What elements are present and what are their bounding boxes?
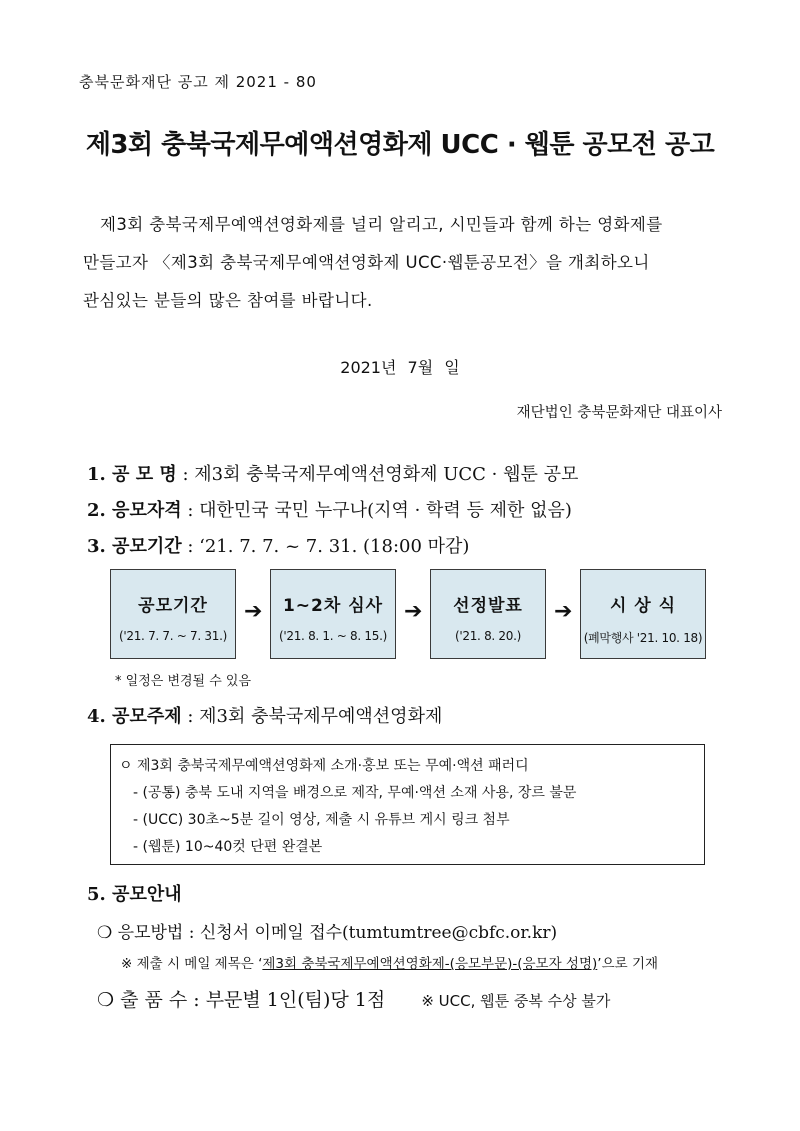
section-eligibility: [87, 496, 572, 522]
step-title: 시 상 식: [609, 596, 677, 616]
entries-text: ❍ 출 품 수 : 부문별 1인(팀)당 1점: [97, 989, 386, 1011]
arrow-right-icon: ➔: [554, 599, 573, 624]
section-value: : 제3회 충북국제무예액션영화제 UCC · 웹툰 공모: [182, 464, 579, 485]
section-value: : 대한민국 국민 누구나(지역 · 학력 등 제한 없음): [187, 500, 572, 521]
section-theme: [87, 702, 442, 728]
section-guide: [87, 880, 182, 906]
theme-details-box: [110, 744, 705, 865]
notice-number: 충북문화재단 공고 제 2021 - 80: [79, 73, 317, 91]
note-subject-format: 제3회 충북국제무예액션영화제-(응모부문)-(응모자 성명): [262, 956, 598, 972]
section-period: [87, 532, 469, 558]
section-value: : 제3회 충북국제무예액션영화제: [187, 706, 443, 727]
section-label: 3. 공모기간: [87, 536, 182, 557]
section-label: 4. 공모주제: [87, 706, 182, 727]
theme-line: - (웹툰) 10~40컷 단편 완결본: [133, 839, 323, 855]
issuer: 재단법인 충북문화재단 대표이사: [516, 405, 722, 421]
guide-email-subject-note: [121, 952, 658, 972]
step-title: 1~2차 심사: [282, 596, 384, 616]
step-title: 선정발표: [453, 596, 523, 616]
guide-method: ❍ 응모방법 : 신청서 이메일 접수(tumtumtree@cbfc.or.kr): [97, 923, 558, 943]
step-date: (폐막행사 '21. 10. 18): [583, 631, 703, 645]
arrow-right-icon: ➔: [244, 599, 263, 624]
section-value: : ‘21. 7. 7. ~ 7. 31. (18:00 마감): [187, 536, 470, 557]
theme-line: ㅇ 제3회 충북국제무예액션영화제 소개·홍보 또는 무예·액션 패러디: [119, 758, 529, 774]
theme-line: - (공통) 충북 도내 지역을 배경으로 제작, 무예·액션 소재 사용, 장르 불문: [133, 785, 577, 801]
guide-entries: [97, 985, 610, 1012]
theme-line: - (UCC) 30초~5분 길이 영상, 제출 시 유튜브 게시 링크 첨부: [133, 812, 510, 828]
entries-note: ※ UCC, 웹툰 중복 수상 불가: [421, 992, 611, 1010]
section-label: 2. 응모자격: [87, 500, 182, 521]
schedule-note: * 일정은 변경될 수 있음: [115, 674, 252, 689]
section-label: 5. 공모안내: [87, 884, 182, 905]
schedule-step-announcement: [430, 569, 546, 659]
step-title: 공모기간: [138, 596, 208, 616]
step-date: ('21. 8. 1. ~ 8. 15.): [278, 629, 387, 643]
note-prefix: ※ 제출 시 메일 제목은 ‘: [121, 956, 263, 972]
schedule-step-review: [270, 569, 396, 659]
intro-line-2: 만들고자 〈제3회 충북국제무예액션영화제 UCC·웹툰공모전〉을 개최하오니: [83, 253, 650, 272]
step-date: ('21. 7. 7. ~ 7. 31.): [118, 629, 227, 643]
intro-line-3: 관심있는 분들의 많은 참여를 바랍니다.: [83, 291, 373, 310]
schedule-step-submission: [110, 569, 236, 659]
intro-line-1: 제3회 충북국제무예액션영화제를 널리 알리고, 시민들과 함께 하는 영화제를: [100, 215, 663, 234]
arrow-right-icon: ➔: [404, 599, 423, 624]
page-title: 제3회 충북국제무예액션영화제 UCC · 웹툰 공모전 공고: [85, 130, 715, 160]
section-contest-name: [87, 460, 578, 486]
step-date: ('21. 8. 20.): [454, 629, 521, 643]
note-suffix: ’으로 기재: [597, 956, 659, 972]
notice-date: 2021년 7월 일: [340, 358, 460, 377]
section-label: 1. 공 모 명: [87, 464, 177, 485]
schedule-step-ceremony: [580, 569, 706, 659]
